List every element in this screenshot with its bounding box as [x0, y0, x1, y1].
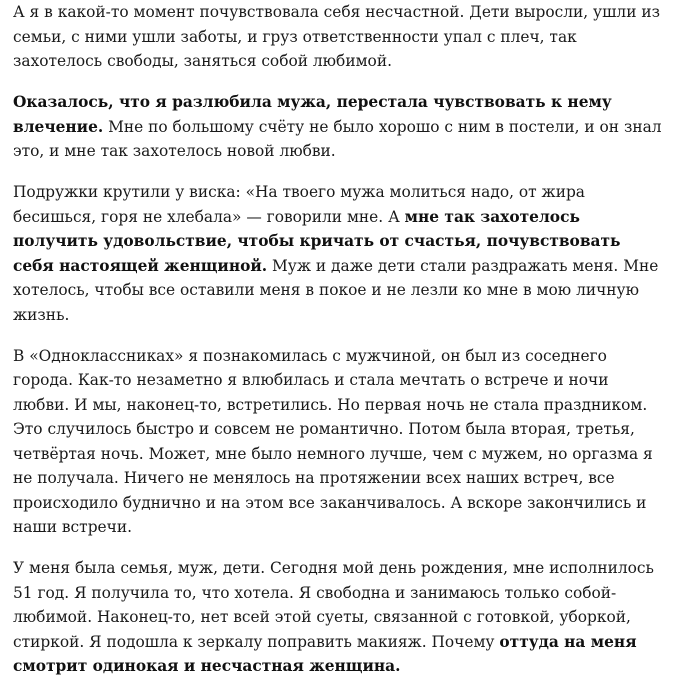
paragraph-text: У меня была семья, муж, дети. Сегодня мой день рождения, мне исполнилось 51 год. Я получила то, что хотела. Я свободна и занимаюсь только собой-любимой. Наконец-то, нет всей этой суеты, связанной с готовкой, уборкой, стиркой. Я подошла к зеркалу поправить макияж. Почему: [13, 559, 654, 651]
paragraph-text: Муж и даже дети стали раздражать меня. Мне хотелось, чтобы все оставили меня в покое и не лезли ко мне в мою личную жизнь.: [13, 256, 659, 324]
paragraph-bold-text: Оказалось, что я разлюбила мужа, перестала чувствовать к нему влечение.: [13, 93, 612, 136]
paragraph-text: Мне по большому счёту не было хорошо с ним в постели, и он знал это, и мне так захотелось новой любви.: [13, 117, 662, 160]
paragraph-text: А я в какой-то момент почувствовала себя несчастной. Дети выросли, ушли из семьи, с ними ушли заботы, и груз ответственности упал с плеч, так захотелось свободы, заняться собой любимой.: [13, 3, 661, 70]
paragraph: [13, 556, 665, 679]
paragraph: [13, 180, 665, 327]
paragraph-text: В «Одноклассниках» я познакомилась с мужчиной, он был из соседнего города. Как-то незаметно я влюбилась и стала мечтать о встрече и ночи любви. И мы, наконец-то, встретились. Но первая ночь не стала праздником. Это случилось быстро и совсем не романтично. Потом была вторая, третья, четвёртая ночь. Может, мне было немного лучше, чем с мужем, но оргазма я не получала. Ничего не менялось на протяжении всех наших встреч, все происходило буднично и на этом все заканчивалось. А вскоре закончились и наши встречи.: [13, 346, 653, 536]
paragraph: [13, 90, 665, 164]
article-body: [13, 0, 665, 695]
paragraph-text: Подружки крутили у виска: «На твоего мужа молиться надо, от жира бесишься, горя не хлебала» — говорили мне. А: [13, 183, 585, 226]
paragraph-bold-text: оттуда на меня смотрит одинокая и несчастная женщина.: [13, 632, 637, 675]
paragraph-bold-text: мне так захотелось получить удовольствие, чтобы кричать от счастья, почувствовать себя настоящей женщиной.: [13, 207, 621, 275]
paragraph: [13, 344, 665, 540]
paragraph: [13, 0, 665, 74]
